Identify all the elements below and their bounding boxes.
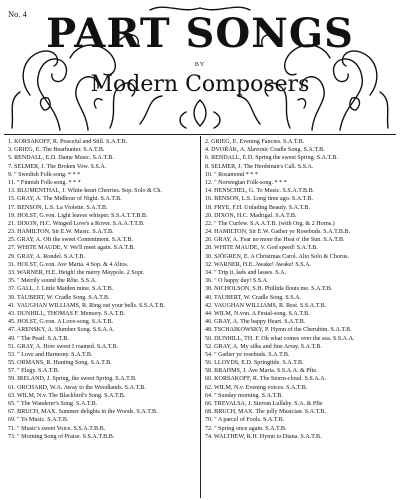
song-entry: 8. SELMER, J. The Herdsman's Call. S.S.A. [205, 163, 314, 170]
song-entry: 63. WILM, N.v. The Blackbird's Song. S.A.T.B. [8, 392, 126, 399]
song-entry: 35. " Merrily sound the Rôte. S.S.A. [8, 278, 97, 285]
song-entry: 22. " The Curfew. S.A.A.T.B. (with Org. & 2 Horns.) [205, 220, 335, 227]
song-entry: 55. ORMANS, R. Hunting Song. S.A.T.B. [8, 360, 112, 367]
song-entry: 16. BENSON, L.S. Long time ago. S.A.T.B. [205, 196, 314, 203]
song-entry: 31. HOLST, G.von. Ave Maria. 4 Sop. & 4 Altos. [8, 261, 129, 268]
song-entry: 49. " The Pearl. S.A.T.B. [8, 335, 69, 342]
song-entry: 68. BRUCH, MAX. The jolly Musician. S.A.T.B. [205, 409, 326, 416]
song-entry: 37. GALL, J. Little Maiden mine. S.A.T.B. [8, 286, 114, 293]
song-entry: 48. TSCHAIKOWSKY, P. Hymn of the Cherubim. S.A.T.B. [205, 327, 352, 334]
song-entry: 43. DUNHILL, THOMAS F. Memory. S.A.T.B. [8, 310, 126, 317]
song-entry: 52. GRAY, A. My silks and fine Array. S.A.T.B. [205, 343, 322, 350]
song-entry: 13. BLUMENTHAL, J. White-heart Cherries. Sop. Solo & Ch. [8, 188, 162, 195]
song-entry: 18. FRYE, F.H. Unfading Beauty. S.A.T.B. [205, 204, 310, 211]
song-entry: 32. WARNER, H.E. Awake! Awake! S.S.A. [205, 261, 312, 268]
song-entry: 61. ORCHARD, W.A. Away to the Woodlands. S.A.T.B. [8, 384, 146, 391]
song-entry: 3. GRIEG, E. The Bearhunter. S.A.T.B. [8, 147, 105, 154]
title-modern-composers: Modern Composers [90, 72, 310, 97]
column-divider [200, 136, 201, 498]
song-entry: 1. KORSAKOFF, R. Peaceful and Still. S.A.T.B. [8, 139, 128, 145]
song-entry: 10. " Rosamond * * * [205, 171, 258, 178]
song-entry: 46. GRAY, A. The happy Heart. S.A.T.B. [205, 319, 306, 326]
song-entry: 57. " Elegy. S.A.T.B. [8, 368, 60, 375]
song-entry: 47. ARENSKY, A. Slumber Song. S.S.A.A. [8, 327, 115, 334]
song-entry: 39. TAUBERT, W. Cradle Song. S.A.T.B. [8, 294, 110, 301]
song-entry: 30. SJÖGREN, E. A Christmas Carol. Alto Solo & Chorus. [205, 253, 349, 260]
song-entry: 65. " The Wanderer's Song. S.A.T.B. [8, 401, 98, 407]
song-entry: 24. HAMILTON, Sir E.W. Gather ye Rosebuds. S.A.T.B.B. [205, 229, 351, 236]
song-entry: 50. DUNHILL, TH. F. Oh what comes over the sea. S.S.A.A. [205, 335, 355, 342]
song-entry: 72. " Spring once again. S.A.T.B. [205, 425, 287, 432]
song-entry: 67. BRUCH, MAX. Summer delights in the Woods. S.A.T.B. [8, 409, 158, 416]
song-entry: 33. WARNER, H.E. Heigh! the merry Maypole. 2 Sopr. [8, 270, 144, 276]
song-entry: 28. WHITE MAUDE, V. God speed! S.A.T.B. [205, 245, 318, 252]
song-entry: 12. " Norwegian Folk-song. * * * [205, 179, 287, 186]
page-number: No. 4 [8, 9, 27, 19]
title-by: BY [194, 62, 206, 68]
song-entry: 69. " To Music. S.A.T.B. [8, 417, 69, 424]
song-entry: 23. HAMILTON, Sir E.W. Music. S.A.T.B. [8, 229, 114, 236]
song-entry: 64. " Sunday morning. S.A.T.B. [205, 392, 283, 399]
song-entry: 9. " Swedish Folk-song. * * * [8, 171, 81, 178]
song-entry: 41. VAUGHAN WILLIAMS, R. Ring out your bells. S.S.A.T.B. [8, 302, 166, 309]
song-entry: 53. " Love and Harmony. S.A.T.B. [8, 351, 93, 358]
song-entry: 14. HENSCHEL, G. To Music. S.S.A.T.B.B. [205, 188, 315, 195]
song-entry: 62. WILM, N.v. Evening voices. S.A.T.B. [205, 384, 308, 391]
song-entry: 21. DIXON, H.C. Winged Love's a Rover. S.A.A.T.T.B. [8, 220, 145, 227]
song-entry: 44. WILM, N.von. A Festal-song. S.A.T.B. [205, 310, 310, 317]
song-entry: 66. TREVALSA, J. Sierran Lullaby. S.A. & Pfte [205, 401, 323, 407]
song-entry: 73. " Morning Song of Praise. S.S.A.T.B.B. [8, 433, 115, 440]
song-entry: 42. VAUGHAN WILLIAMS, R. Rest. S.S.A.T.B. [205, 302, 327, 309]
song-entry: 70. " A parcel of Fools. S.A.T.B. [205, 417, 285, 424]
song-entry: 38. NICHOLSON, S.H. Phillida flouts me. S.A.T.B. [205, 286, 333, 293]
song-entry: 25. GRAY, A. Oft the sweet Contentment. S.A.T.B. [8, 237, 133, 244]
song-list-left [8, 138, 198, 441]
song-entry: 56. LLOYDS, E.D. Springtide. S.A.T.B. [205, 360, 304, 367]
song-entry: 2. GRIEG, E. Evening Fancies. S.A.T.B. [205, 139, 305, 145]
title-part-songs: PART SONGS [46, 10, 354, 57]
song-entry: 36. " O happy day! S.S.A. [205, 278, 269, 285]
song-entry: 51. GRAY, A. How sweet I roamed. S.A.T.B. [8, 343, 119, 350]
song-entry: 7. SELMER, J. The Broken Vow. S.S.A. [8, 163, 107, 170]
song-entry: 58. BRAHMS, J. Ave Maria. S.S.A.A. & Pfte. [205, 368, 318, 375]
song-entry: 17. BENSON, L.S. La Violette. S.A.T.B. [8, 204, 108, 211]
song-entry: 59. IRELAND, J. Spring, the sweet Spring. S.A.T.B. [8, 376, 137, 383]
song-entry: 11. " Finnish Folk-song. * * * [8, 179, 81, 186]
song-entry: 26. GRAY, A. Fear no more the Heat o' the Sun. S.A.T.B. [205, 237, 345, 244]
song-entry: 34. " Trip it, lads and lasses. S.A. [205, 270, 287, 276]
song-entry: 29. GRAY, A. Rondel. S.A.T.B. [8, 253, 86, 260]
song-entry: 45. HOLST, G.von. A Love-song. S.A.T.B. [8, 319, 114, 326]
song-entry: 6. RENDALL, E.D. Spring the sweet Spring. S.A.T.B. [205, 155, 338, 162]
song-entry: 19. HOLST, G.von. Light leaves whisper. S.S.A.T.T.B.B. [8, 212, 148, 219]
song-entry: 54. " Gather ye rosebuds. S.A.T.B. [205, 351, 290, 358]
song-entry: 4. DVOŘÁK, A. Slavonic Cradle Song. S.A.T.B. [205, 147, 325, 154]
song-entry: 20. DIXON, H.C. Madrigal. S.A.T.B. [205, 212, 297, 219]
song-entry: 15. GRAY, A. The Midhour of Night. S.A.T.B. [8, 196, 122, 203]
song-list-right [205, 138, 397, 441]
header-divider [4, 134, 396, 135]
song-entry: 60. KORSAKOFF, R. The Storm-cloud. S.S.A.A. [205, 376, 327, 383]
song-entry: 71. " Music's sweet Voice. S.S.A.T.B.B. [8, 425, 106, 432]
song-entry: 74. WALTHEW, R.H. Hymn to Diana. S.A.T.B. [205, 433, 322, 440]
song-entry: 27. WHITE MAUDE, V. We'll meet again. S.A.T.B. [8, 245, 135, 252]
song-entry: 40. TAUBERT, W. Cradle Song. S.S.A. [205, 294, 302, 301]
title-header [0, 0, 400, 126]
song-entry: 5. RENDALL, E.D. Dame Music. S.A.T.B. [8, 155, 114, 162]
